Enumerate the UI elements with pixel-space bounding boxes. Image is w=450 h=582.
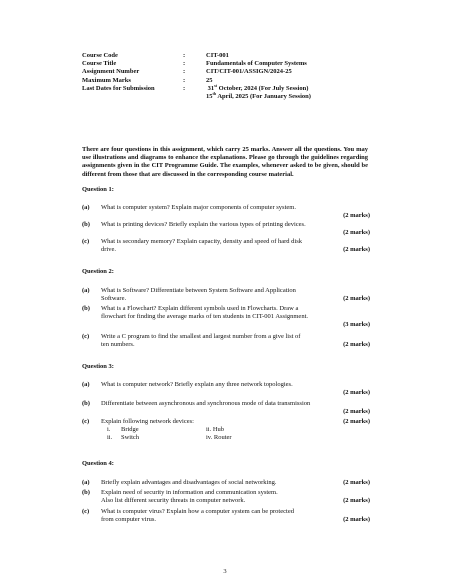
meta-course-code [82, 52, 382, 60]
question-1a [82, 204, 370, 220]
meta-maximum-marks [82, 77, 382, 85]
item-marks: (2 marks) [343, 295, 370, 303]
item-marks: (2 marks) [343, 389, 370, 397]
date-day: 31 [207, 84, 215, 92]
item-text-cont: drive. [101, 246, 116, 254]
device-name: ii. Hub [206, 426, 225, 434]
item-text: Briefly explain advantages and disadvantages of social networking. [101, 479, 277, 486]
meta-colon: : [183, 76, 186, 84]
item-text: What is computer network? Briefly explain any three network topologies. [101, 381, 293, 388]
meta-last-dates [82, 82, 382, 101]
item-label: (c) [82, 238, 90, 245]
item-text: What is a Flowchart? Explain different symbols used in Flowcharts. Draw a [101, 305, 299, 312]
device-name: Bridge [121, 426, 139, 434]
question-3c [82, 418, 370, 443]
item-label: (a) [82, 381, 90, 388]
question-2c [82, 333, 370, 349]
item-label: (b) [82, 400, 90, 407]
meta-assignment-number [82, 68, 382, 76]
device-name: iv. Router [206, 434, 232, 442]
question-1b [82, 221, 370, 237]
item-label: (b) [82, 221, 90, 228]
item-marks: (2 marks) [343, 246, 370, 254]
question-1c [82, 238, 370, 254]
item-marks: (2 marks) [343, 497, 370, 505]
question-3a [82, 381, 370, 397]
question-2-heading: Question 2: [82, 268, 114, 275]
meta-value [206, 82, 382, 101]
item-marks: (3 marks) [343, 321, 370, 329]
date-rest: October, 2024 (For July Session) [217, 84, 309, 92]
item-marks: (2 marks) [343, 516, 370, 524]
item-text-cont: from computer virus. [101, 516, 157, 524]
meta-course-title [82, 60, 382, 68]
device-row [101, 426, 370, 434]
date-suffix: st [214, 82, 218, 88]
item-label: (b) [82, 489, 90, 496]
item-text: Differentiate between asynchronous and synchronous mode of data transmission [101, 400, 311, 407]
date-day: 15 [206, 93, 213, 101]
date-july-session [206, 82, 382, 93]
item-text: What is computer system? Explain major components of computer system. [101, 204, 296, 211]
course-meta [82, 52, 382, 101]
item-text-cont: Software. [101, 295, 127, 303]
meta-label: Course Code [82, 52, 118, 59]
item-label: (c) [82, 333, 90, 340]
item-text-cont: Also list different security threats in computer network. [101, 497, 246, 505]
item-text: Explain following network devices: [101, 418, 194, 425]
meta-colon: : [183, 52, 186, 59]
device-number: i. [107, 426, 111, 434]
item-text: What is computer virus? Explain how a computer system can be protected [101, 508, 294, 515]
question-4b [82, 489, 370, 505]
date-rest: April, 2025 (For January Session) [216, 93, 311, 101]
date-january-session [206, 90, 382, 101]
date-suffix: th [212, 90, 217, 96]
page-number: 3 [223, 568, 227, 575]
item-marks: (2 marks) [343, 229, 370, 237]
question-2b [82, 305, 370, 330]
meta-value: CIT-001 [206, 52, 229, 59]
item-label: (b) [82, 305, 90, 312]
meta-colon: : [183, 60, 186, 68]
item-label: (c) [82, 508, 90, 515]
item-label: (a) [82, 287, 90, 294]
item-marks: (2 marks) [343, 341, 370, 349]
item-label: (a) [82, 204, 90, 211]
item-text: Write a C program to find the smallest and largest number from a give list of [101, 333, 301, 340]
meta-label: Assignment Number [82, 68, 140, 76]
meta-colon: : [183, 68, 186, 76]
meta-label: Maximum Marks [82, 76, 131, 84]
meta-value: CIT/CIT-001/ASSIGN/2024-25 [206, 68, 292, 76]
question-4-heading: Question 4: [82, 460, 114, 467]
meta-value: Fundamentals of Computer Systems [206, 60, 307, 68]
question-1-heading: Question 1: [82, 186, 114, 193]
item-text: What is printing devices? Briefly explain the various types of printing devices. [101, 221, 306, 228]
device-name: Switch [121, 434, 140, 442]
item-marks: (2 marks) [343, 479, 370, 486]
item-label: (a) [82, 479, 90, 486]
item-marks: (2 marks) [343, 408, 370, 416]
item-marks: (2 marks) [343, 418, 370, 425]
question-3b [82, 400, 370, 416]
device-number: ii. [107, 434, 113, 442]
question-3-heading: Question 3: [82, 363, 114, 370]
question-4c [82, 508, 370, 524]
item-marks: (2 marks) [343, 212, 370, 220]
item-text: Explain need of security in information and communication system. [101, 489, 278, 496]
meta-value: 25 [206, 76, 213, 84]
item-label: (c) [82, 418, 90, 425]
meta-label: Last Dates for Submission [82, 84, 155, 92]
meta-colon: : [183, 84, 186, 92]
item-text: What is Software? Differentiate between System Software and Application [101, 287, 296, 294]
meta-label: Course Title [82, 60, 117, 68]
item-text-cont: flowchart for finding the average marks of ten students in CIT-001 Assignment. [101, 313, 308, 321]
item-text-cont: ten numbers. [101, 341, 135, 349]
instructions-paragraph: There are four questions in this assignment, which carry 25 marks. Answer all the questions. You may use illustrations and diagrams to enhance the explanations. Please go through the guidelines regarding assignments given in the CIT Programme Guide. The examples, whenever asked to be given, should be different from those that are discussed in the corresponding course material. [82, 146, 368, 178]
item-text: What is secondary memory? Explain capacity, density and speed of hard disk [101, 238, 303, 245]
question-2a [82, 287, 370, 303]
question-4a [82, 479, 370, 487]
device-row [101, 434, 370, 442]
